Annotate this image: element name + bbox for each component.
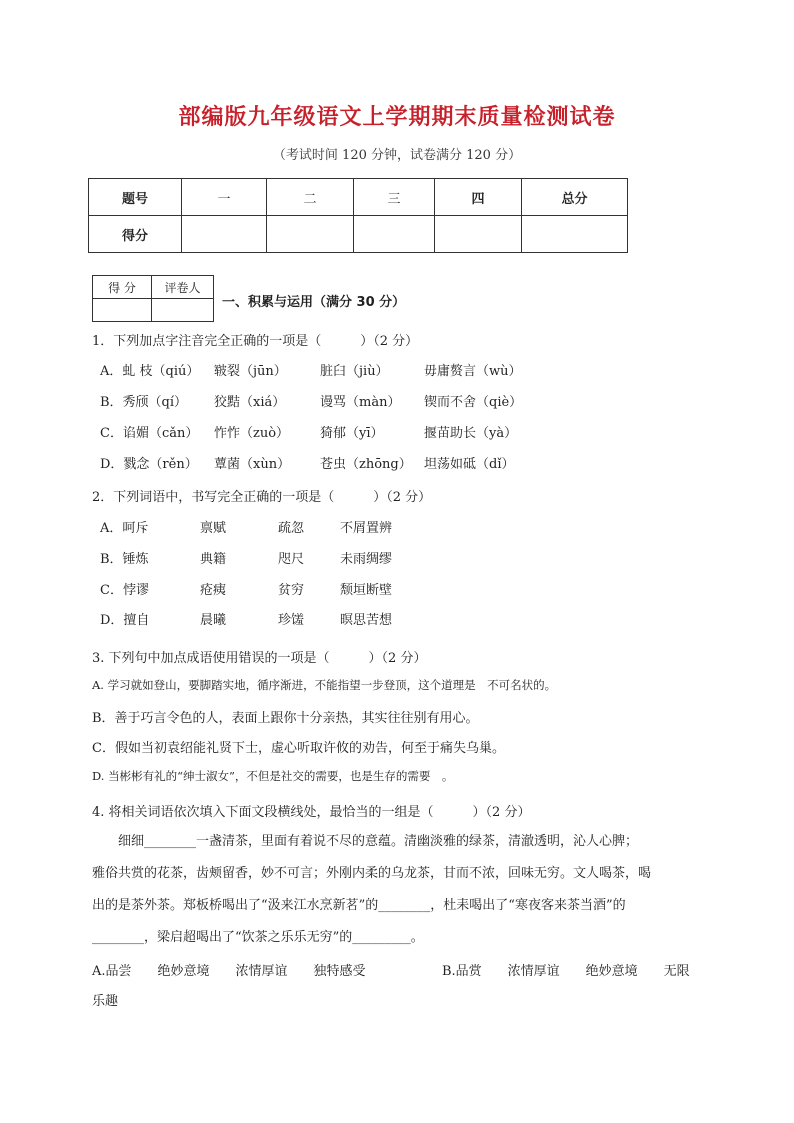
q2-option-b-1: B．锤炼 <box>100 552 149 567</box>
q4-passage <box>92 826 702 954</box>
grader-box <box>92 275 214 322</box>
q1-option-d-1: D．戮念（rěn） <box>100 457 198 472</box>
score-table <box>88 178 628 253</box>
q4-option-b-continued: 乐趣 <box>92 994 119 1009</box>
q1-option-a-4: 毋庸赘言（wù） <box>424 364 522 379</box>
q2-option-a-4: 不屑置辨 <box>340 521 393 536</box>
score-cell[interactable] <box>267 216 354 253</box>
question-1-stem: 1．下列加点字注音完全正确的一项是（ ）（2 分） <box>92 334 419 349</box>
q1-option-d-2: 蕈菌（xùn） <box>214 457 291 472</box>
q1-option-b-1: B．秀颀（qí） <box>100 395 188 410</box>
q4-option-b: B.品赏 浓情厚谊 绝妙意境 无限 <box>442 964 690 979</box>
score-table-header-row <box>89 179 628 216</box>
q2-option-c-1: C．悖谬 <box>100 583 149 598</box>
score-table-score-row <box>89 216 628 253</box>
q4-passage-line: 雅俗共赏的花茶，齿颊留香，妙不可言；外刚内柔的乌龙茶，甘而不浓，回味无穷。文人喝茶，喝 <box>92 866 652 881</box>
q4-passage-line: 细细________一盏清茶，里面有着说不尽的意蕴。清幽淡雅的绿茶，清澈透明，沁人心脾； <box>92 834 639 849</box>
section-title: 一、积累与运用（满分 30 分） <box>222 295 406 310</box>
score-table-header-cell: 四 <box>435 179 522 216</box>
q1-option-a-1: A．虬 枝（qiú） <box>100 364 200 379</box>
q2-option-d-2: 晨曦 <box>200 613 227 628</box>
score-cell[interactable] <box>522 216 628 253</box>
q2-option-b-2: 典籍 <box>200 552 227 567</box>
score-table-header-cell: 三 <box>354 179 435 216</box>
score-cell[interactable] <box>182 216 267 253</box>
grader-name-cell[interactable] <box>152 299 214 322</box>
score-table-header-cell: 题号 <box>89 179 182 216</box>
q3-option-b: B．善于巧言令色的人，表面上跟你十分亲热，其实往往别有用心。 <box>92 711 479 726</box>
q1-option-c-2: 怍怍（zuò） <box>214 426 290 441</box>
question-4-stem: 4. 将相关词语依次填入下面文段横线处，最恰当的一组是（ ）（2 分） <box>92 805 531 820</box>
q2-option-c-4: 颓垣断壁 <box>340 583 393 598</box>
q1-option-a-2: 皲裂（jūn） <box>214 364 287 379</box>
score-row-label: 得分 <box>89 216 182 253</box>
question-3-stem: 3. 下列句中加点成语使用错误的一项是（ ）（2 分） <box>92 651 427 666</box>
q2-option-d-1: D．擅自 <box>100 613 150 628</box>
q1-option-a-3: 脏臼（jiù） <box>320 364 389 379</box>
score-table-header-cell: 一 <box>182 179 267 216</box>
q2-option-a-2: 禀赋 <box>200 521 227 536</box>
score-cell[interactable] <box>435 216 522 253</box>
grader-name-label: 评卷人 <box>152 276 214 299</box>
q4-option-a: A.品尝 绝妙意境 浓情厚谊 独特感受 <box>92 964 366 979</box>
q3-option-c: C．假如当初袁绍能礼贤下士，虚心听取许攸的劝告，何至于痛失乌巢。 <box>92 741 505 756</box>
q4-passage-line: 出的是茶外茶。郑板桥喝出了“汲来江水烹新茗”的________，杜耒喝出了“寒夜客来茶当酒”的 <box>92 898 626 913</box>
q1-option-d-4: 坦荡如砥（dǐ） <box>424 457 515 472</box>
grader-score-cell[interactable] <box>93 299 152 322</box>
q3-option-d: D. 当彬彬有礼的“绅士淑女”，不但是社交的需要，也是生存的需要 。 <box>92 769 454 783</box>
q1-option-b-4: 锲而不舍（qiè） <box>424 395 523 410</box>
q1-option-c-4: 揠苗助长（yà） <box>424 426 518 441</box>
q2-option-b-4: 未雨绸缪 <box>340 552 393 567</box>
q2-option-c-3: 贫穷 <box>278 583 305 598</box>
q2-option-b-3: 咫尺 <box>278 552 305 567</box>
exam-info: （考试时间 120 分钟，试卷满分 120 分） <box>272 148 522 163</box>
q2-option-c-2: 疮痍 <box>200 583 227 598</box>
q1-option-b-2: 狡黠（xiá） <box>214 395 286 410</box>
score-table-header-cell: 二 <box>267 179 354 216</box>
q1-option-c-1: C．谄媚（cǎn） <box>100 426 199 441</box>
question-2-stem: 2．下列词语中，书写完全正确的一项是（ ）（2 分） <box>92 490 432 505</box>
q1-option-c-3: 猗郁（yī） <box>320 426 384 441</box>
q4-passage-line: ________，梁启超喝出了“饮茶之乐乐无穷”的_________。 <box>92 930 424 945</box>
q2-option-d-4: 暝思苦想 <box>340 613 393 628</box>
q2-option-a-3: 疏忽 <box>278 521 305 536</box>
q2-option-d-3: 珍馐 <box>278 613 305 628</box>
page-title: 部编版九年级语文上学期期末质量检测试卷 <box>178 105 616 130</box>
q2-option-a-1: A．呵斥 <box>100 521 149 536</box>
q3-option-a: A. 学习就如登山，要脚踏实地，循序渐进，不能指望一步登顶，这个道理是 不可名状的。 <box>92 678 557 692</box>
q1-option-d-3: 苍虫（zhōng） <box>320 457 412 472</box>
score-table-header-cell: 总分 <box>522 179 628 216</box>
q1-option-b-3: 谩骂（màn） <box>320 395 401 410</box>
score-cell[interactable] <box>354 216 435 253</box>
grader-score-label: 得 分 <box>93 276 152 299</box>
